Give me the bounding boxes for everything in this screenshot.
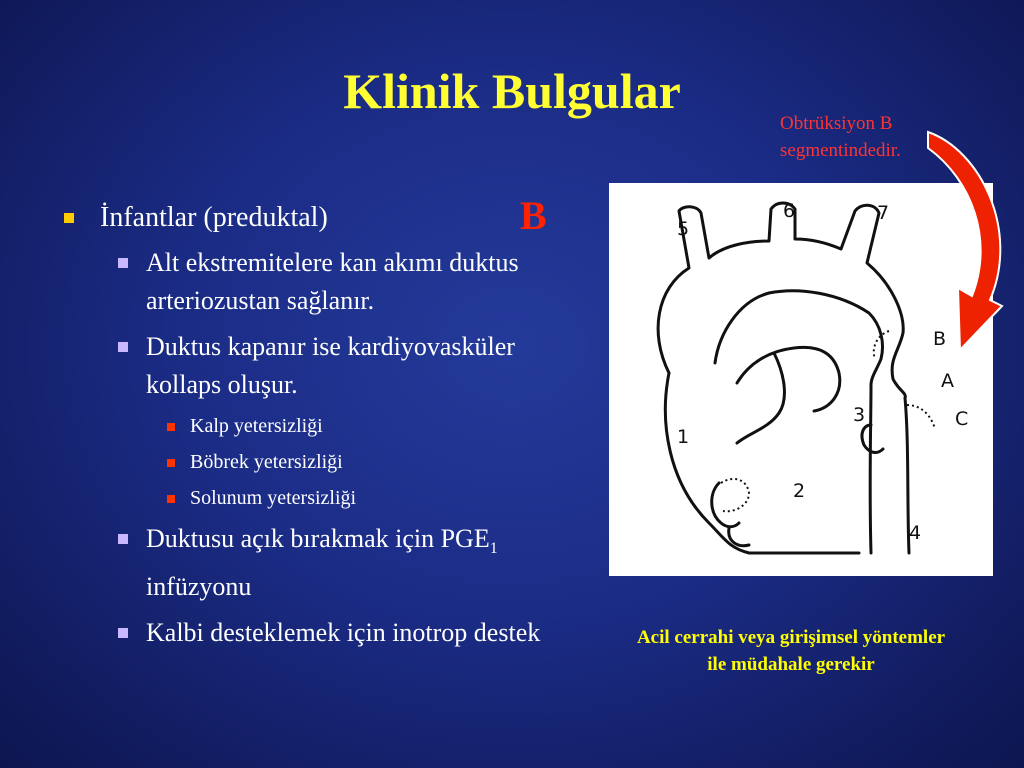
bullet-marker xyxy=(167,423,175,431)
bullet-infants xyxy=(60,200,560,236)
bullet-marker xyxy=(118,342,128,352)
bullet-marker xyxy=(118,628,128,638)
bullet-text: Böbrek yetersizliği xyxy=(190,451,343,473)
pulmonary-loop xyxy=(737,347,840,411)
bullet-list xyxy=(60,200,560,652)
bullet-marker xyxy=(167,495,175,503)
label-4: 4 xyxy=(909,522,922,544)
label-5: 5 xyxy=(677,218,690,240)
label-1: 1 xyxy=(677,426,690,448)
bullet-marker xyxy=(118,534,128,544)
bullet-lower-extremity xyxy=(60,244,560,320)
label-A: A xyxy=(941,370,954,392)
treatment-note xyxy=(588,624,994,678)
label-3: 3 xyxy=(853,404,866,426)
bullet-subscript: 1 xyxy=(489,540,498,558)
valve-dotted xyxy=(721,479,749,511)
bullet-marker xyxy=(64,213,74,223)
pulmonary-branch xyxy=(737,353,784,443)
valve-lump-2 xyxy=(729,528,749,546)
bullet-text: infüzyonu xyxy=(146,572,252,602)
bullet-collapse xyxy=(60,328,560,404)
arch-inner xyxy=(715,291,883,385)
bullet-text: Solunum yetersizliği xyxy=(190,487,357,509)
footer-line: Acil cerrahi veya girişimsel yöntemler xyxy=(636,627,946,648)
descending-aorta xyxy=(870,385,871,553)
bullet-text: İnfantlar (preduktal) xyxy=(100,202,328,233)
label-2: 2 xyxy=(793,480,806,502)
bullet-text: Alt ekstremitelere kan akımı duktus arteriozustan sağlanır. xyxy=(146,248,519,315)
heart-body xyxy=(665,373,859,553)
slide-title: Klinik Bulgular xyxy=(343,63,681,119)
bullet-text: Duktusu açık bırakmak için PGE xyxy=(146,524,490,553)
label-6: 6 xyxy=(783,200,796,222)
valve-lump xyxy=(712,483,739,527)
bullet-pge1 xyxy=(60,520,560,606)
bullet-inotrope xyxy=(60,614,560,652)
note-line: Obtrüksiyon B xyxy=(780,113,893,134)
segment-letter: B xyxy=(520,193,547,238)
label-7: 7 xyxy=(877,202,890,224)
segment-c-dotted xyxy=(907,405,935,429)
bullet-marker xyxy=(167,459,175,467)
label-C: C xyxy=(955,408,969,430)
ductus-oval xyxy=(862,425,883,452)
bullet-marker xyxy=(118,258,128,268)
bullet-respiratory-failure xyxy=(60,484,560,512)
bullet-text: Kalbi desteklemek için inotrop destek xyxy=(146,618,541,648)
footer-line: ile müdahale gerekir xyxy=(707,654,875,675)
bullet-text: Duktus kapanır ise kardiyovasküler kollaps oluşur. xyxy=(146,332,515,399)
bullet-renal-failure xyxy=(60,448,560,476)
curved-arrow-icon xyxy=(920,120,1020,370)
note-line: segmentindedir. xyxy=(780,140,901,161)
label-B: B xyxy=(933,328,947,350)
bullet-heart-failure xyxy=(60,412,560,440)
bullet-text: Kalp yetersizliği xyxy=(190,415,323,437)
